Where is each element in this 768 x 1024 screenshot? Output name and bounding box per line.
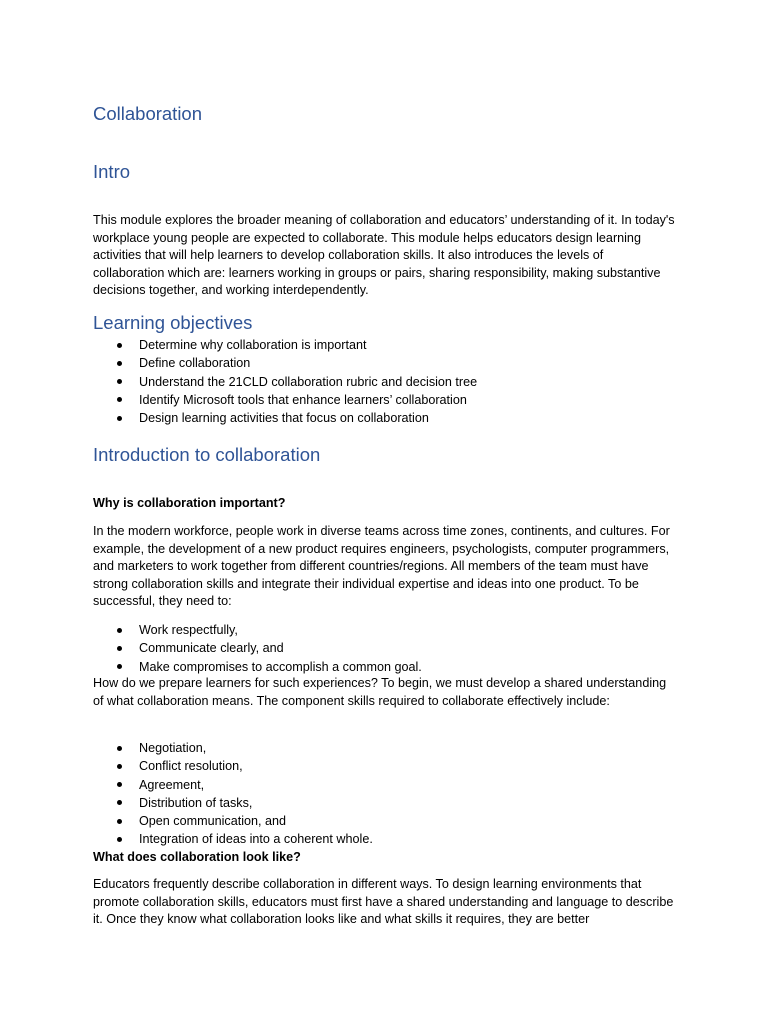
why-collaboration-heading: Why is collaboration important? [93,496,286,510]
intro-heading: Intro [93,161,131,182]
bullet-icon [117,361,122,366]
list-item: Communicate clearly, and [93,639,422,657]
bullet-icon [117,764,122,769]
bullet-icon [117,646,122,651]
bullet-icon [117,782,122,787]
bullet-icon [117,397,122,402]
prepare-paragraph: How do we prepare learners for such experiences? To begin, we must develop a shared understanding of what collaboration means. The component skills required to collaborate effectively include: [93,676,667,708]
collaboration-look-paragraph: Educators frequently describe collaboration in different ways. To design learning environments that promote collaboration skills, educators must first have a shared understanding and language to describe it. Once they know what collaboration looks like and what skills it requires, they are better [93,877,674,927]
why-collaboration-paragraph: In the modern workforce, people work in diverse teams across time zones, continents, and cultures. For example, the development of a new product requires engineers, psychologists, computer programmers, and marketers to work together from different countries/regions. All members of the team must have strong collaboration skills and integrate their individual expertise and ideas into one product. To be successful, they need to: [93,524,670,609]
list-item: Understand the 21CLD collaboration rubric and decision tree [93,373,477,391]
bullet-icon [117,416,122,421]
bullet-icon [117,343,122,348]
list-item: Conflict resolution, [93,757,373,775]
list-item: Work respectfully, [93,621,422,639]
list-item: Agreement, [93,776,373,794]
list-item: Determine why collaboration is important [93,336,477,354]
introduction-to-collaboration-heading: Introduction to collaboration [93,444,321,465]
list-item: Identify Microsoft tools that enhance learners’ collaboration [93,391,477,409]
success-list [93,621,422,676]
skills-list [93,739,373,849]
bullet-icon [117,819,122,824]
intro-paragraph: This module explores the broader meaning of collaboration and educators’ understanding of it. In today's workplace young people are expected to collaborate. This module helps educators design learning activities that will help learners to develop collaboration skills. It also introduces the levels of collaboration which are: learners working in groups or pairs, sharing responsibility, making substantive decisions together, and working interdependently. [93,213,675,298]
bullet-icon [117,837,122,842]
list-item: Design learning activities that focus on collaboration [93,409,477,427]
bullet-icon [117,628,122,633]
list-item: Make compromises to accomplish a common goal. [93,658,422,676]
list-item: Distribution of tasks, [93,794,373,812]
bullet-icon [117,746,122,751]
document-title: Collaboration [93,103,203,124]
list-item: Integration of ideas into a coherent whole. [93,830,373,848]
bullet-icon [117,664,122,669]
learning-objectives-heading: Learning objectives [93,312,253,333]
list-item: Open communication, and [93,812,373,830]
collaboration-look-heading: What does collaboration look like? [93,850,301,864]
bullet-icon [117,800,122,805]
objectives-list [93,336,477,427]
list-item: Define collaboration [93,354,477,372]
list-item: Negotiation, [93,739,373,757]
bullet-icon [117,379,122,384]
